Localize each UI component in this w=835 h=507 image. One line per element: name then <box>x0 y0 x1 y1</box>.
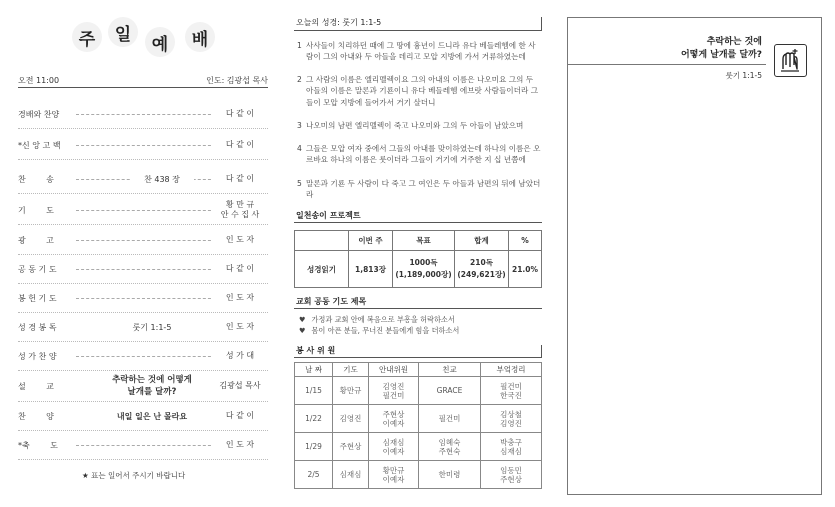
cover-scripture: 룻기 1:1-5 <box>725 71 762 80</box>
order-row <box>18 165 268 194</box>
order-item-name: 봉 헌 기 도 <box>18 293 57 303</box>
order-item-person: 김광섭 목사 <box>212 371 268 401</box>
table-cell: GRACE <box>419 377 481 405</box>
service-time: 오전 11:00 <box>18 76 60 85</box>
order-row <box>18 100 268 129</box>
order-item-person: 다 같 이 <box>212 165 268 193</box>
table-cell: 필건미 <box>419 405 481 433</box>
order-item-name: * 신 앙 고 백 <box>18 140 61 150</box>
standing-footnote: ★ 표는 일어서 주시기 바랍니다 <box>82 471 186 480</box>
reading-project-title: 일천송이 프로젝트 <box>296 211 361 220</box>
table-header-cell: 합계 <box>455 231 509 251</box>
scripture-reference: 룻기 1:1-5 <box>90 313 214 341</box>
order-row <box>18 313 268 342</box>
table-header-cell: 날 짜 <box>295 363 333 377</box>
verse-3: 3 나오미의 남편 엘리멜렉이 죽고 나오미와 그의 두 아들이 남았으며 <box>297 121 524 130</box>
leader-dots <box>76 114 216 115</box>
cover-title-rule <box>568 64 766 65</box>
table-cell: 김영진 <box>333 405 369 433</box>
title-char-4: 배 <box>185 22 215 52</box>
leader-dots <box>76 356 216 357</box>
service-rule <box>294 357 542 358</box>
table-cell: 주현상 이예자 <box>369 405 419 433</box>
scripture-rule-tick <box>541 17 542 30</box>
praying-hands-icon <box>774 44 807 77</box>
order-row <box>18 255 268 284</box>
prayer-rule <box>294 308 542 309</box>
order-item-name: 기 도 <box>18 205 54 215</box>
order-item-person: 성 가 대 <box>212 342 268 370</box>
order-item-person: 인 도 자 <box>212 313 268 341</box>
table-header-cell: 기도 <box>333 363 369 377</box>
order-item-person: 인 도 자 <box>212 284 268 312</box>
order-row <box>18 131 268 160</box>
table-cell: 21.0% <box>509 251 542 288</box>
table-cell: 성경읽기 <box>295 251 349 288</box>
order-row <box>18 284 268 313</box>
order-row <box>18 371 268 402</box>
order-item-person: 인 도 자 <box>212 226 268 254</box>
leader-dots <box>76 298 216 299</box>
table-header-row <box>295 363 542 377</box>
reading-rule <box>294 222 542 223</box>
table-cell: 임동민 주현상 <box>481 461 542 489</box>
table-header-cell: 안내위원 <box>369 363 419 377</box>
table-cell: 210독 (249,621장) <box>455 251 509 288</box>
table-header-cell: 이번 주 <box>349 231 393 251</box>
stand-marker: * <box>18 440 22 450</box>
order-item-name: 찬 송 <box>18 174 54 184</box>
order-row <box>18 196 268 225</box>
verse-1: 1 사사들이 치리하던 때에 그 땅에 흉년이 드니라 유다 베들레헴에 한 사람이 그의 아내와 두 아들을 데리고 모압 지방에 가서 거류하였는데 <box>297 41 536 62</box>
order-item-name: 성 가 찬 양 <box>18 351 57 361</box>
title-char-3: 예 <box>145 27 175 57</box>
reading-stats-table <box>294 230 542 288</box>
table-row <box>295 405 542 433</box>
prayer-title: 교회 공동 기도 제목 <box>296 297 367 306</box>
order-row <box>18 226 268 255</box>
cover-panel <box>567 17 822 495</box>
scripture-header: 오늘의 성경: 룻기 1:1-5 <box>296 18 382 27</box>
praying-hands-icon-glyph <box>775 45 805 75</box>
table-cell: 1,813장 <box>349 251 393 288</box>
header-rule <box>18 87 268 88</box>
order-item-name: 찬 양 <box>18 411 54 421</box>
table-cell: 1000독 (1,189,000장) <box>393 251 455 288</box>
leader-dots <box>76 240 216 241</box>
order-item-name: 설 교 <box>18 381 54 391</box>
order-item-name: 성 경 봉 독 <box>18 322 57 332</box>
title-char-2: 일 <box>108 17 138 47</box>
table-header-cell: % <box>509 231 542 251</box>
order-item-name: * 축 도 <box>18 440 58 450</box>
service-leader: 인도: 김광섭 목사 <box>206 76 268 85</box>
order-row <box>18 402 268 431</box>
order-item-person: 다 같 이 <box>212 100 268 128</box>
table-cell: 황만규 이예자 <box>369 461 419 489</box>
table-cell: 1/15 <box>295 377 333 405</box>
sermon-title: 추락하는 것에 어떻게 날개를 달까? <box>90 371 214 401</box>
table-header-row <box>295 231 542 251</box>
table-row <box>295 377 542 405</box>
table-cell: 필건미 한국진 <box>481 377 542 405</box>
hymn-number: 찬 438 장 <box>130 165 194 193</box>
order-item-person: 황 만 규 안 수 집 사 <box>212 196 268 224</box>
stand-marker: * <box>18 140 22 150</box>
leader-dots <box>76 210 216 211</box>
verse-5: 5 말론과 기룐 두 사람이 다 죽고 그 여인은 두 아들과 남편의 뒤에 남았더라 <box>297 179 541 200</box>
leader-dots <box>76 269 216 270</box>
cover-sermon-title: 추락하는 것에 어떻게 날개를 달까? <box>680 37 762 60</box>
table-header-cell <box>295 231 349 251</box>
order-item-person: 인 도 자 <box>212 431 268 459</box>
table-header-cell: 목표 <box>393 231 455 251</box>
order-item-name: 경배와 찬양 <box>18 109 60 119</box>
table-cell: 1/29 <box>295 433 333 461</box>
title-char-1: 주 <box>72 22 102 52</box>
verse-4: 4 그들은 모압 여자 중에서 그들의 아내를 맞이하였는데 하나의 이름은 오르바요 하나의 이름은 룻이더라 그들이 거기에 거주한 지 십 년쯤에 <box>297 144 541 165</box>
order-item-name: 광 고 <box>18 235 54 245</box>
order-row <box>18 342 268 371</box>
verse-2: 2 그 사람의 이름은 엘리멜렉이요 그의 아내의 이름은 나오미요 그의 두 아들의 이름은 말론과 기룐이니 유다 베들레헴 에브랏 사람들이더라 그들이 모압 지방에 들어가서 거기 살더니 <box>297 75 539 107</box>
order-item-person: 다 같 이 <box>212 255 268 283</box>
table-row <box>295 461 542 489</box>
prayer-item: ♥ 몸이 아픈 분들, 무너진 분들에게 힘을 더하소서 <box>299 326 460 335</box>
table-cell: 김영진 필건미 <box>369 377 419 405</box>
heart-icon: ♥ <box>299 315 306 324</box>
table-cell: 황만규 <box>333 377 369 405</box>
service-table <box>294 362 542 489</box>
table-cell: 심재심 이예자 <box>369 433 419 461</box>
order-item-person: 다 같 이 <box>212 131 268 159</box>
table-header-cell: 부엌정리 <box>481 363 542 377</box>
leader-dots <box>76 145 216 146</box>
service-title: 봉 사 위 원 <box>296 346 336 355</box>
table-cell: 1/22 <box>295 405 333 433</box>
table-cell: 김상철 김영진 <box>481 405 542 433</box>
heart-icon: ♥ <box>299 326 306 335</box>
table-cell: 박충구 심재심 <box>481 433 542 461</box>
table-row <box>295 433 542 461</box>
order-item-name: 공 동 기 도 <box>18 264 57 274</box>
table-cell: 2/5 <box>295 461 333 489</box>
praise-song: 내일 일은 난 몰라요 <box>90 402 214 430</box>
table-cell: 주현상 <box>333 433 369 461</box>
table-cell: 심재심 <box>333 461 369 489</box>
leader-dots <box>76 445 216 446</box>
table-cell: 임혜숙 주현숙 <box>419 433 481 461</box>
service-rule-tick <box>541 345 542 357</box>
scripture-rule <box>294 30 542 31</box>
order-row <box>18 431 268 460</box>
table-row <box>295 251 542 288</box>
prayer-item: ♥ 가정과 교회 안에 복음으로 부흥을 허락하소서 <box>299 315 455 324</box>
order-item-person: 다 같 이 <box>212 402 268 430</box>
table-cell: 한미령 <box>419 461 481 489</box>
table-header-cell: 친교 <box>419 363 481 377</box>
